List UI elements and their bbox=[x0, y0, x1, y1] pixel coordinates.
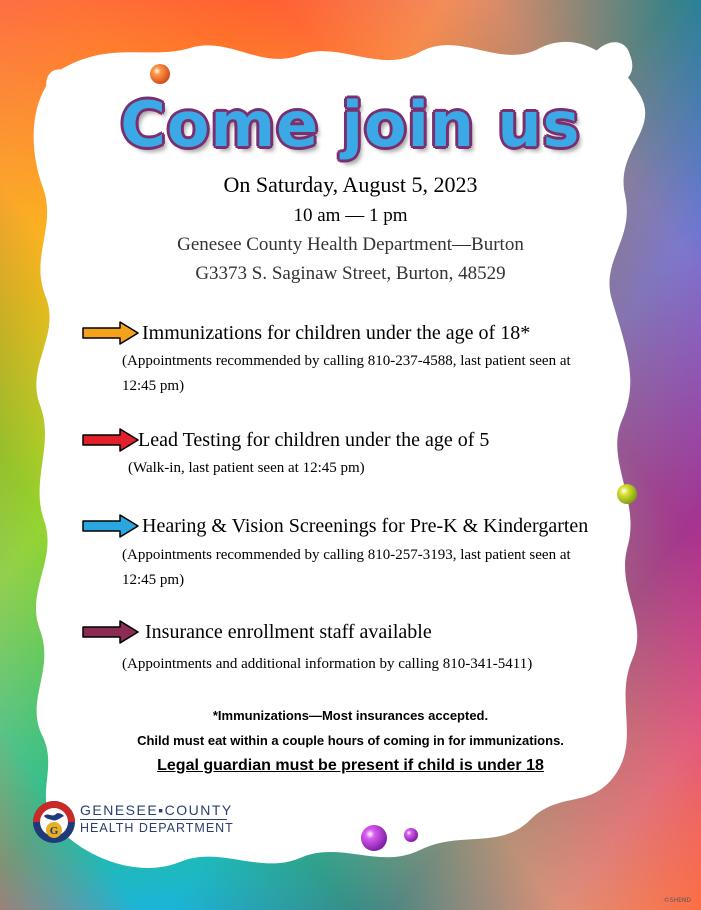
event-place: Genesee County Health Department—Burton bbox=[177, 234, 524, 255]
service-heading: Immunizations for children under the age of 18* bbox=[142, 322, 531, 344]
emblem-letter: G bbox=[49, 825, 59, 837]
service-details: (Appointments recommended by calling 810-237-4588, last patient seen at 12:45 pm) bbox=[122, 353, 571, 394]
arrow-shape bbox=[83, 621, 138, 643]
service-heading: Lead Testing for children under the age of 5 bbox=[138, 429, 490, 451]
logo-line1: GENESEE▪COUNTY bbox=[80, 802, 233, 818]
artist-credit: ©SHEND bbox=[663, 897, 691, 904]
note-eat: Child must eat within a couple hours of coming in for immunizations. bbox=[137, 733, 564, 748]
service-heading: Insurance enrollment staff available bbox=[145, 621, 432, 643]
service-details: (Appointments recommended by calling 810-257-3193, last patient seen at 12:45 pm) bbox=[122, 547, 571, 588]
event-date: On Saturday, August 5, 2023 bbox=[223, 172, 478, 197]
arrow-right-icon bbox=[82, 620, 140, 644]
service-heading: Hearing & Vision Screenings for Pre-K & Kindergarten bbox=[142, 515, 589, 537]
arrow-right-icon bbox=[82, 428, 140, 452]
service-details: (Walk-in, last patient seen at 12:45 pm) bbox=[128, 460, 365, 476]
note-guardian: Legal guardian must be present if child is under 18 bbox=[157, 757, 544, 774]
service-details: (Appointments and additional information by calling 810-341-5411) bbox=[122, 656, 533, 672]
event-time: 10 am — 1 pm bbox=[293, 205, 408, 226]
health-department-logo bbox=[32, 798, 232, 848]
arrow-right-icon bbox=[82, 321, 140, 345]
note-insurance: *Immunizations—Most insurances accepted. bbox=[212, 708, 489, 723]
arrow-shape bbox=[83, 429, 138, 451]
event-address: G3373 S. Saginaw Street, Burton, 48529 bbox=[195, 263, 506, 284]
county-emblem-icon bbox=[32, 800, 76, 844]
logo-line2: HEALTH DEPARTMENT bbox=[80, 821, 234, 835]
logo-divider bbox=[80, 819, 227, 820]
arrow-shape bbox=[83, 322, 138, 344]
arrow-shape bbox=[83, 515, 138, 537]
arrow-right-icon bbox=[82, 514, 140, 538]
page-title: Come join us bbox=[120, 88, 581, 161]
